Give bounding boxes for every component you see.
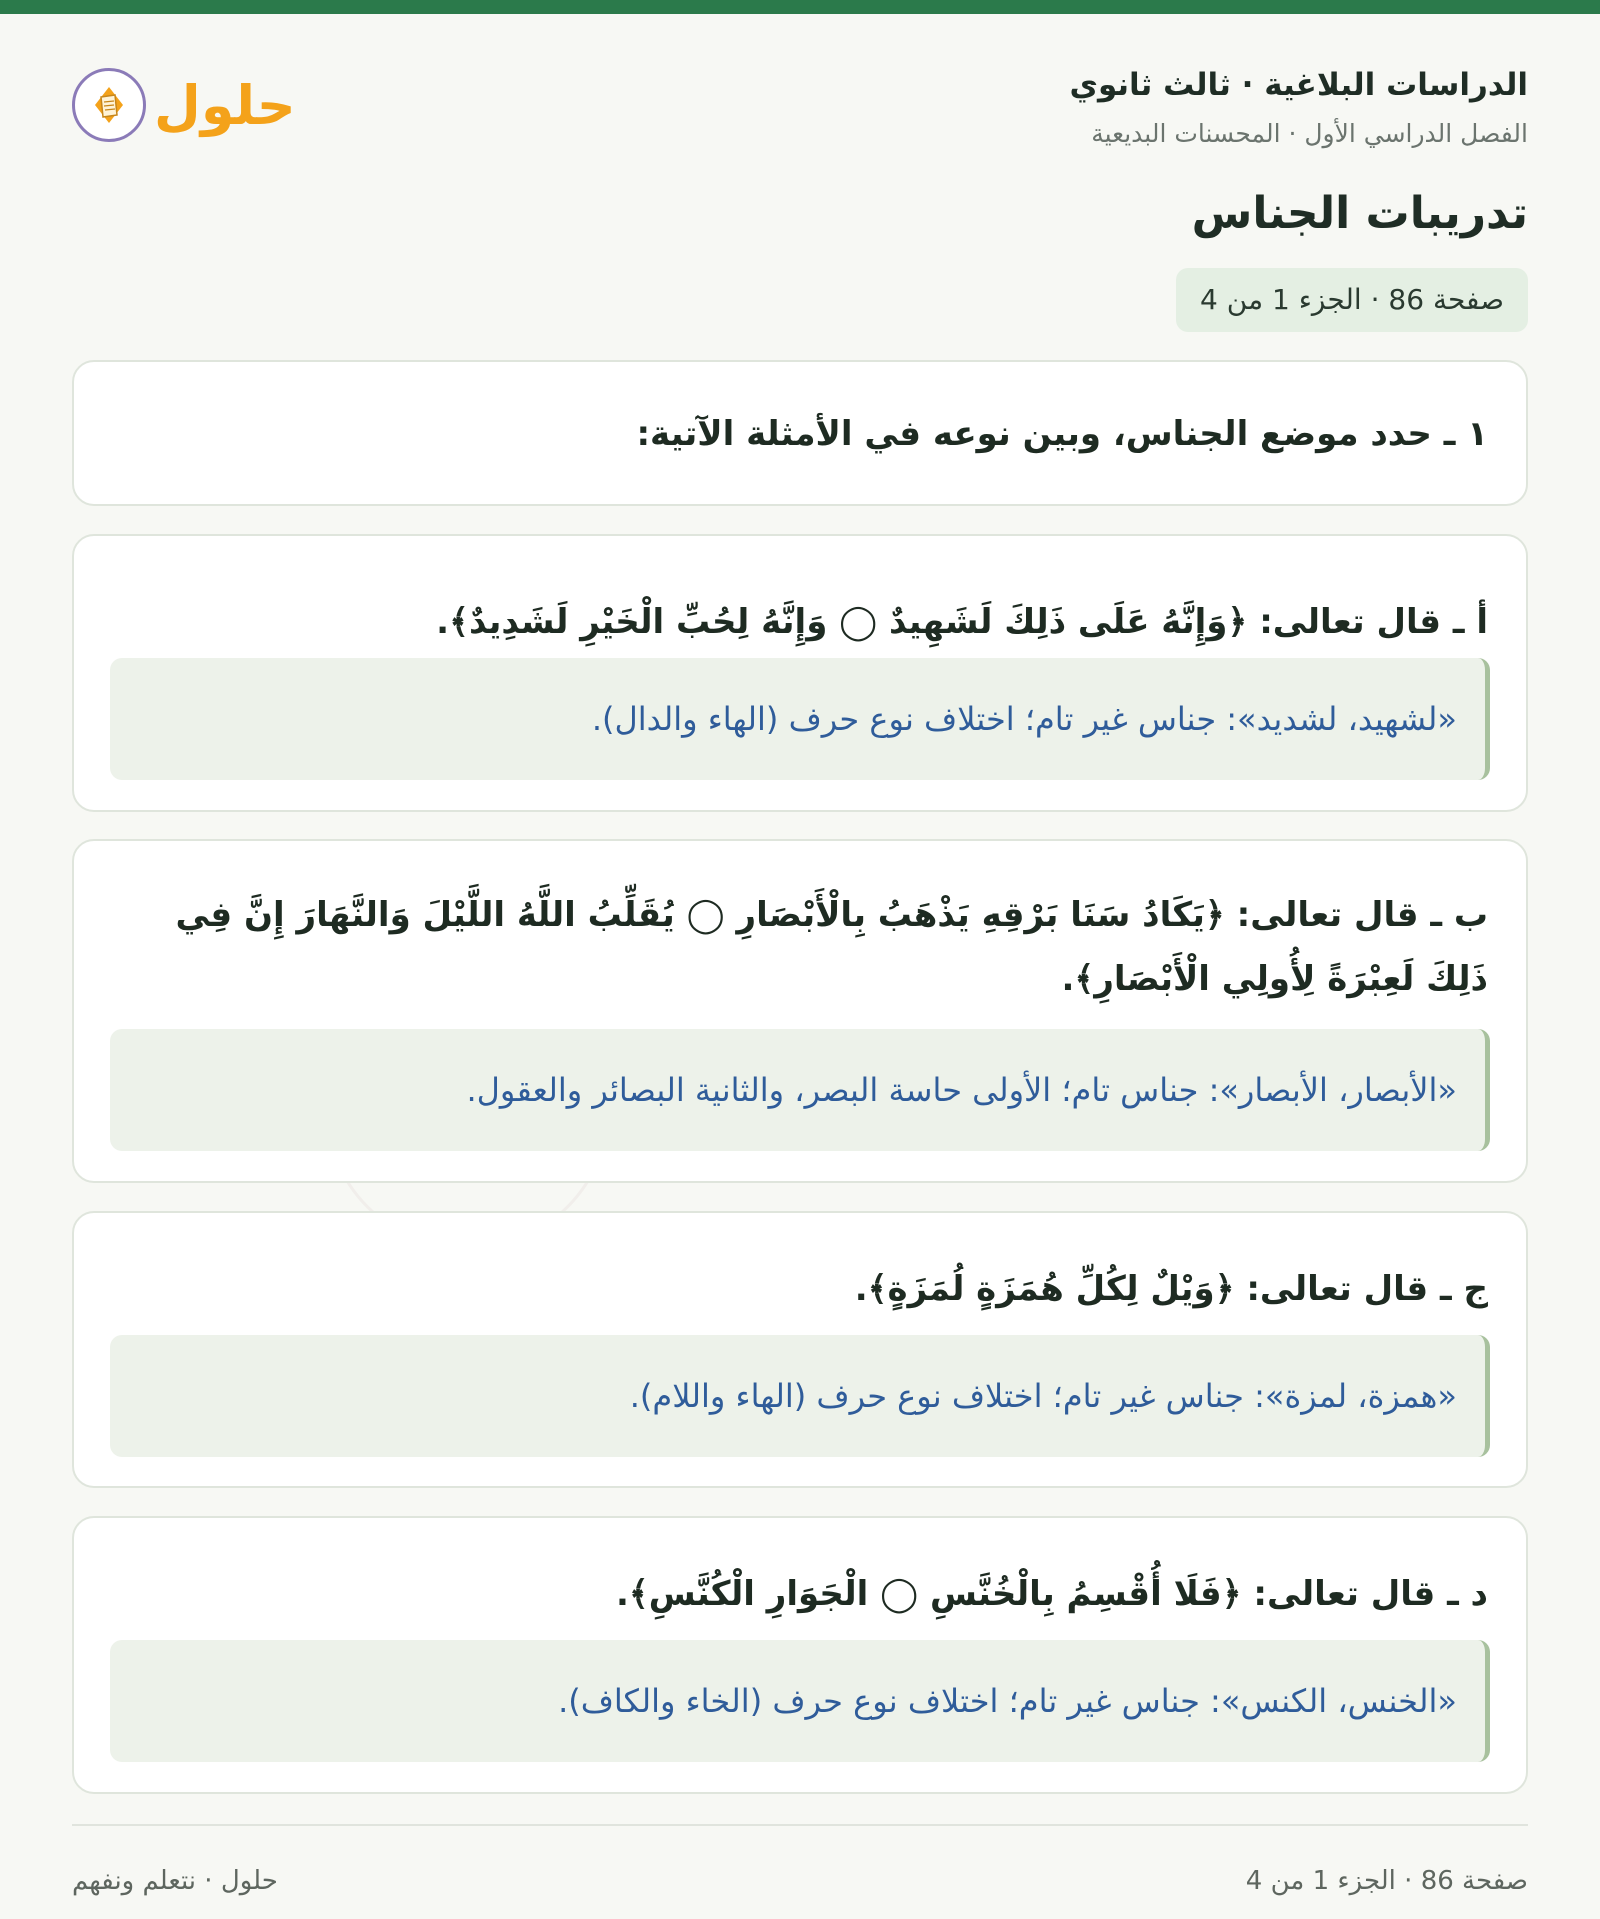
course-title: الدراسات البلاغية · ثالث ثانوي <box>1069 67 1528 103</box>
page-title: تدريبات الجناس <box>1191 188 1528 239</box>
answer-box <box>110 1029 1490 1151</box>
exercise-card <box>72 534 1528 812</box>
question-heading: ١ ـ حدد موضع الجناس، وبين نوعه في الأمثلة الآتية: <box>636 414 1488 454</box>
exercise-question: أ ـ قال تعالى: ﴿وَإِنَّهُ عَلَى ذَلِكَ لَشَهِيدٌ ◯ وَإِنَّهُ لِحُبِّ الْخَيْرِ لَشَدِيدٌ﴾. <box>436 602 1488 642</box>
answer-text: «الخنس، الكنس»: جناس غير تام؛ اختلاف نوع حرف (الخاء والكاف). <box>558 1682 1457 1720</box>
course-info <box>1070 60 1528 158</box>
exercise-question: ج ـ قال تعالى: ﴿وَيْلٌ لِكُلِّ هُمَزَةٍ لُمَزَةٍ﴾. <box>854 1269 1488 1309</box>
page-info-badge: صفحة 86 · الجزء 1 من 4 <box>1176 268 1528 332</box>
course-subtitle: الفصل الدراسي الأول · المحسنات البديعية <box>1091 119 1528 148</box>
page-footer <box>72 1824 1528 1894</box>
answer-text: «همزة، لمزة»: جناس غير تام؛ اختلاف نوع حرف (الهاء واللام). <box>629 1377 1457 1415</box>
answer-box <box>110 1335 1490 1457</box>
answer-box <box>110 658 1490 780</box>
question-heading-card <box>72 360 1528 506</box>
exercise-card <box>72 839 1528 1183</box>
page-header <box>72 60 1528 170</box>
exercise-card <box>72 1516 1528 1794</box>
footer-page-info: صفحة 86 · الجزء 1 من 4 <box>1245 1866 1528 1896</box>
footer-brand: حلول · نتعلم ونفهم <box>72 1866 278 1896</box>
exercise-question: ب ـ قال تعالى: ﴿يَكَادُ سَنَا بَرْقِهِ يَذْهَبُ بِالْأَبْصَارِ ◯ يُقَلِّبُ اللَّهُ اللَّيْلَ وَالنَّهَارَ إِنَّ فِي ذَلِكَ لَعِبْرَةً لِأُولِي الْأَبْصَارِ﴾. <box>175 895 1488 999</box>
answer-text: «الأبصار، الأبصار»: جناس تام؛ الأولى حاسة البصر، والثانية البصائر والعقول. <box>466 1071 1457 1109</box>
exercise-question: د ـ قال تعالى: ﴿فَلَا أُقْسِمُ بِالْخُنَّسِ ◯ الْجَوَارِ الْكُنَّسِ﴾. <box>615 1574 1488 1614</box>
answer-text: «لشهيد، لشديد»: جناس غير تام؛ اختلاف نوع حرف (الهاء والدال). <box>591 700 1457 738</box>
top-accent-bar <box>0 0 1600 14</box>
site-logo[interactable] <box>72 68 296 142</box>
book-icon <box>72 68 146 142</box>
answer-box <box>110 1640 1490 1762</box>
exercise-card <box>72 1211 1528 1488</box>
logo-text: حلول <box>154 73 296 137</box>
